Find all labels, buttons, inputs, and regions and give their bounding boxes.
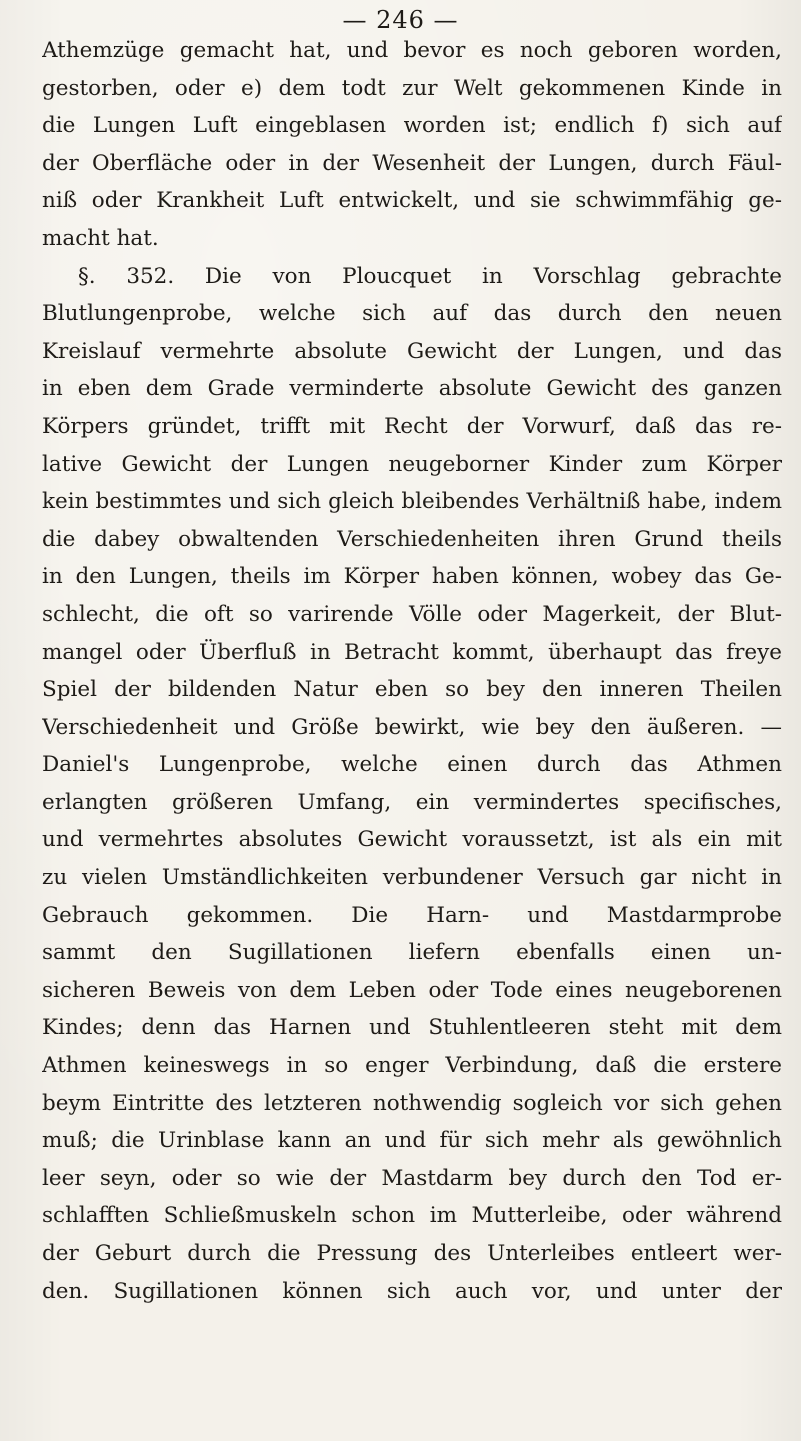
- text-line: die Lungen Luft eingeblasen worden ist; endlich f) sich auf: [42, 113, 782, 139]
- text-line: gestorben, oder e) dem todt zur Welt gekommenen Kinde in: [42, 75, 782, 101]
- text-line: zu vielen Umständlichkeiten verbundener Versuch gar nicht in: [42, 865, 782, 891]
- text-line: muß; die Urinblase kann an und für sich mehr als gewöhnlich: [42, 1128, 782, 1154]
- text-line: in eben dem Grade verminderte absolute Gewicht des ganzen: [42, 376, 782, 402]
- text-line: erlangten größeren Umfang, ein vermindertes specifisches,: [42, 789, 782, 815]
- text-line: und vermehrtes absolutes Gewicht voraussetzt, ist als ein mit: [42, 827, 782, 853]
- text-line: Gebrauch gekommen. Die Harn- und Mastdarmprobe: [42, 902, 782, 928]
- body-text: [42, 32, 782, 1310]
- text-line: Blutlungenprobe, welche sich auf das durch den neuen: [42, 301, 782, 327]
- text-line: sicheren Beweis von dem Leben oder Tode eines neugeborenen: [42, 977, 782, 1003]
- text-line: Spiel der bildenden Natur eben so bey den inneren Theilen: [42, 677, 782, 703]
- text-line: mangel oder Überfluß in Betracht kommt, überhaupt das freye: [42, 639, 782, 665]
- text-line: der Geburt durch die Pressung des Unterleibes entleert wer-: [42, 1241, 782, 1266]
- text-line: Daniel's Lungenprobe, welche einen durch das Athmen: [42, 752, 782, 778]
- text-line: sammt den Sugillationen liefern ebenfalls einen un-: [42, 940, 782, 966]
- text-line: niß oder Krankheit Luft entwickelt, und sie schwimmfähig ge-: [42, 188, 782, 214]
- text-line: Kindes; denn das Harnen und Stuhlentleeren steht mit dem: [42, 1015, 782, 1041]
- text-line: den. Sugillationen können sich auch vor, und unter der: [42, 1278, 782, 1304]
- text-line: die dabey obwaltenden Verschiedenheiten ihren Grund theils: [42, 526, 782, 552]
- text-line: der Oberfläche oder in der Wesenheit der Lungen, durch Fäul-: [42, 150, 782, 176]
- text-line: kein bestimmtes und sich gleich bleibendes Verhältniß habe, indem: [42, 489, 782, 515]
- text-line: Körpers gründet, trifft mit Recht der Vorwurf, daß das re-: [42, 413, 782, 439]
- text-line: schlafften Schließmuskeln schon im Mutterleibe, oder während: [42, 1203, 782, 1229]
- page-number: — 246 —: [342, 6, 459, 34]
- text-line: lative Gewicht der Lungen neugeborner Kinder zum Körper: [42, 451, 782, 477]
- text-line: Athmen keineswegs in so enger Verbindung, daß die erstere: [42, 1053, 782, 1079]
- text-line: macht hat.: [42, 225, 159, 251]
- text-line: Kreislauf vermehrte absolute Gewicht der Lungen, und das: [42, 338, 782, 364]
- text-line: schlecht, die oft so varirende Völle oder Magerkeit, der Blut-: [42, 601, 782, 627]
- text-line: §. 352. Die von Ploucquet in Vorschlag gebrachte: [78, 263, 782, 289]
- text-line: leer seyn, oder so wie der Mastdarm bey durch den Tod er-: [42, 1165, 782, 1191]
- text-line: beym Eintritte des letzteren nothwendig sogleich vor sich gehen: [42, 1090, 782, 1116]
- text-line: in den Lungen, theils im Körper haben können, wobey das Ge-: [42, 564, 782, 590]
- text-line: Verschiedenheit und Größe bewirkt, wie bey den äußeren. —: [42, 714, 782, 740]
- text-line: Athemzüge gemacht hat, und bevor es noch geboren worden,: [42, 38, 782, 63]
